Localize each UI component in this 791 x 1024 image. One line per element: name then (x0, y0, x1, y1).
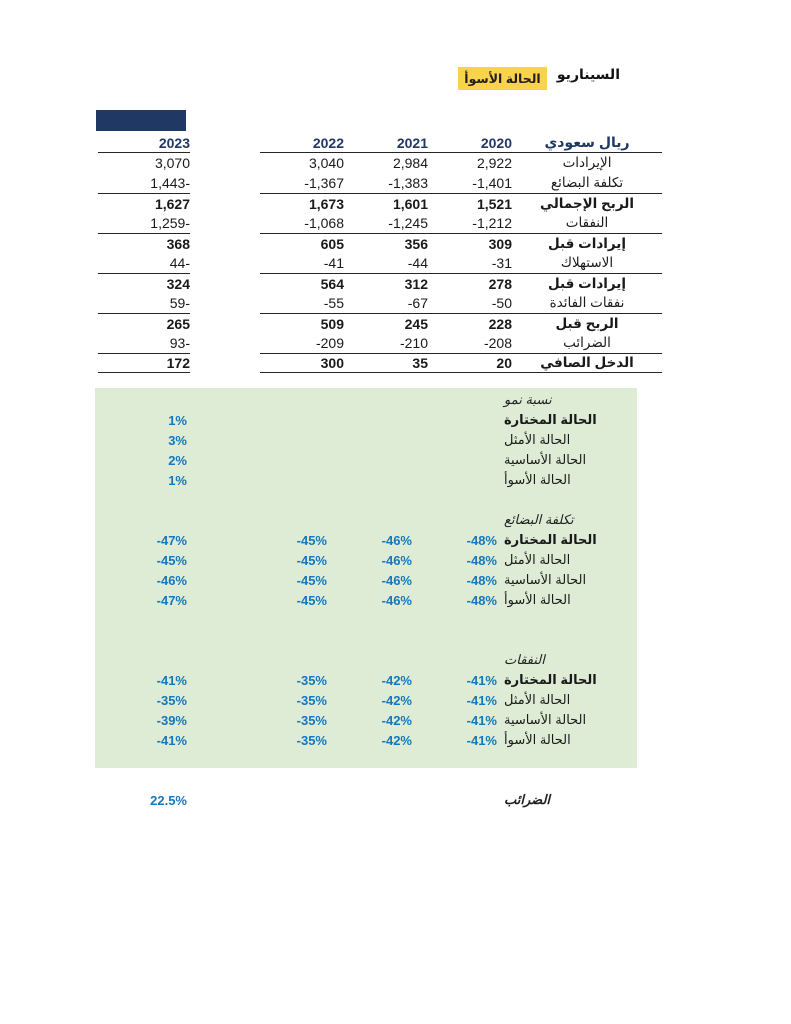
value-2022: 3,040 (308, 155, 344, 171)
value-2020: 1,521 (428, 193, 512, 213)
assumption-2020[interactable] (412, 450, 497, 470)
value-2021: 1,601 (344, 193, 428, 213)
year-2023-accent-bar (96, 110, 186, 131)
value-2023: 44- (169, 255, 190, 271)
value-2021: -1,245 (388, 215, 428, 231)
value-2021: 2,984 (392, 155, 428, 171)
spacer (187, 570, 242, 590)
assumption-2021[interactable] (327, 410, 412, 430)
case-label: الحالة الأساسية (504, 452, 587, 467)
assumption-2022[interactable]: -45% (296, 592, 327, 608)
value-2023: 368 (98, 233, 190, 253)
assumption-2020[interactable] (412, 790, 497, 810)
case-label: الحالة الأمثل (504, 552, 571, 567)
row-label: الضرائب (563, 335, 611, 350)
assumption-2021[interactable] (327, 790, 412, 810)
assumption-section-header (95, 650, 637, 670)
table-row (98, 153, 662, 173)
case-label: الحالة الأسوأ (504, 732, 571, 747)
spacer (190, 353, 260, 373)
value-2020: 228 (428, 313, 512, 333)
spacer (187, 550, 242, 570)
assumption-2021[interactable]: -42% (381, 732, 412, 748)
assumption-2023[interactable]: -46% (156, 572, 187, 588)
assumption-2023 (95, 510, 187, 530)
spacer (190, 313, 260, 333)
value-2022: -1,068 (304, 215, 344, 231)
value-2021: -210 (399, 335, 428, 351)
assumption-2023[interactable]: -45% (156, 552, 187, 568)
value-2022: 300 (260, 353, 344, 373)
value-2023: 265 (98, 313, 190, 333)
table-row (98, 193, 662, 213)
value-2021: 312 (344, 273, 428, 293)
spacer (187, 710, 242, 730)
spacer (187, 390, 242, 410)
spacer (187, 470, 242, 490)
table-header-row (98, 133, 662, 153)
row-label: الدخل الصافي (512, 353, 662, 373)
value-2021: -67 (407, 295, 428, 311)
assumption-2021[interactable] (327, 450, 412, 470)
assumption-row (95, 690, 637, 710)
assumption-2022 (242, 510, 327, 530)
year-header-2020: 2020 (428, 133, 512, 153)
spacer (190, 293, 260, 313)
spacer (187, 650, 242, 670)
assumption-section-header (95, 510, 637, 530)
assumption-row (95, 430, 637, 450)
year-header-2022: 2022 (260, 133, 344, 153)
year-header-2023: 2023 (98, 133, 190, 153)
value-2022: 1,673 (260, 193, 344, 213)
assumption-2022[interactable] (242, 430, 327, 450)
case-label: الحالة المختارة (504, 532, 597, 547)
table-row (98, 313, 662, 333)
value-2023: 59- (169, 295, 190, 311)
section-gap (95, 610, 637, 630)
year-header-2021: 2021 (344, 133, 428, 153)
assumption-2021[interactable]: -46% (381, 532, 412, 548)
case-label: الحالة المختارة (504, 412, 597, 427)
case-label: الحالة المختارة (504, 672, 597, 687)
spacer (190, 253, 260, 273)
spacer (187, 730, 242, 750)
value-2022: -55 (323, 295, 344, 311)
assumption-2022[interactable]: -35% (296, 732, 327, 748)
spacer (190, 333, 260, 353)
table-row (98, 333, 662, 353)
value-2020: -1,401 (472, 175, 512, 191)
spacer (187, 430, 242, 450)
spacer (187, 670, 242, 690)
value-2020: 20 (428, 353, 512, 373)
assumption-2022[interactable] (242, 410, 327, 430)
assumption-2022[interactable] (242, 450, 327, 470)
table-row (98, 273, 662, 293)
assumption-2023[interactable]: 2% (168, 452, 187, 468)
value-2022: -1,367 (304, 175, 344, 191)
value-2021: -1,383 (388, 175, 428, 191)
row-label: النفقات (565, 215, 609, 230)
row-label: الربح قبل (512, 313, 662, 333)
spacer (190, 153, 260, 173)
table-row (98, 233, 662, 253)
assumption-row (95, 670, 637, 690)
value-2021: 356 (344, 233, 428, 253)
assumption-row (95, 470, 637, 490)
value-2023: 93- (169, 335, 190, 351)
assumption-2023[interactable]: 1% (168, 412, 187, 428)
assumption-2020[interactable]: -41% (466, 712, 497, 728)
assumption-2020[interactable]: -48% (466, 592, 497, 608)
value-2020: -1,212 (472, 215, 512, 231)
assumption-2020[interactable]: -41% (466, 732, 497, 748)
assumption-row (95, 450, 637, 470)
value-2023: 1,627 (98, 193, 190, 213)
spacer (190, 173, 260, 193)
table-row (98, 353, 662, 373)
assumption-2023[interactable]: 3% (168, 432, 187, 448)
assumption-row (95, 530, 637, 550)
spacer (187, 530, 242, 550)
assumption-2023[interactable]: -39% (156, 712, 187, 728)
assumption-2022 (242, 650, 327, 670)
assumption-2022[interactable]: -35% (296, 712, 327, 728)
assumption-2023[interactable]: 1% (168, 472, 187, 488)
assumption-2021[interactable]: -42% (381, 712, 412, 728)
assumption-2020[interactable]: -48% (466, 532, 497, 548)
section-gap (95, 770, 637, 790)
case-label: الحالة الأساسية (504, 712, 587, 727)
assumption-2021[interactable] (327, 470, 412, 490)
spacer (190, 233, 260, 253)
assumption-2020[interactable]: -48% (466, 552, 497, 568)
assumption-2022[interactable]: -45% (296, 532, 327, 548)
value-2022: 605 (260, 233, 344, 253)
scenario-selector-cell[interactable]: الحالة الأسوأ (458, 67, 547, 90)
value-2023: 172 (98, 353, 190, 373)
assumption-2022[interactable] (242, 790, 327, 810)
assumption-2020 (412, 650, 497, 670)
value-2020: 278 (428, 273, 512, 293)
value-2023: 1,259- (150, 215, 190, 231)
assumption-2020[interactable]: -48% (466, 572, 497, 588)
assumption-2020 (412, 510, 497, 530)
row-label: الربح الإجمالي (512, 193, 662, 213)
value-2022: -41 (323, 255, 344, 271)
section-gap (95, 630, 637, 650)
assumption-2020[interactable]: -41% (466, 692, 497, 708)
row-label: الإيرادات (562, 155, 612, 170)
row-label: نفقات الفائدة (549, 295, 625, 310)
value-2023: 3,070 (154, 155, 190, 171)
assumption-2021[interactable]: -46% (381, 592, 412, 608)
assumption-2023[interactable]: -47% (156, 532, 187, 548)
spacer (190, 213, 260, 233)
assumption-2022[interactable]: -35% (296, 672, 327, 688)
case-label: الحالة الأساسية (504, 572, 587, 587)
value-2020: -31 (491, 255, 512, 271)
case-label: الحالة الأمثل (504, 432, 571, 447)
spacer (187, 690, 242, 710)
assumption-2022[interactable] (242, 470, 327, 490)
assumption-2021[interactable]: -42% (381, 692, 412, 708)
section-title: الضرائب (504, 792, 551, 807)
assumption-row (95, 410, 637, 430)
assumption-2020[interactable] (412, 410, 497, 430)
value-2021: -44 (407, 255, 428, 271)
assumption-2023[interactable]: -41% (156, 732, 187, 748)
value-2020: 2,922 (476, 155, 512, 171)
spacer (187, 510, 242, 530)
assumption-2023[interactable]: -35% (156, 692, 187, 708)
spacer (187, 790, 242, 810)
case-label: الحالة الأسوأ (504, 592, 571, 607)
spacer (187, 410, 242, 430)
value-2023: 324 (98, 273, 190, 293)
spacer (190, 133, 260, 153)
financial-table (98, 133, 662, 373)
table-row (98, 173, 662, 193)
assumption-row (95, 570, 637, 590)
assumption-row (95, 590, 637, 610)
row-label: إيرادات قبل (512, 233, 662, 253)
assumption-2021[interactable]: -46% (381, 552, 412, 568)
value-2022: 564 (260, 273, 344, 293)
section-title: نسبة نمو (504, 392, 552, 407)
assumption-row (95, 550, 637, 570)
value-2022: 509 (260, 313, 344, 333)
section-gap (95, 490, 637, 510)
assumption-2021[interactable] (327, 430, 412, 450)
value-2020: -50 (491, 295, 512, 311)
value-2020: 309 (428, 233, 512, 253)
assumption-2021[interactable]: -46% (381, 572, 412, 588)
section-gap (95, 750, 637, 770)
assumption-2023 (95, 390, 187, 410)
assumption-2023 (95, 650, 187, 670)
assumption-section-header (95, 790, 637, 810)
table-row (98, 293, 662, 313)
table-row (98, 253, 662, 273)
row-label: الاستهلاك (560, 255, 614, 270)
value-2021: 35 (344, 353, 428, 373)
value-2021: 245 (344, 313, 428, 333)
assumption-2020 (412, 390, 497, 410)
row-label: تكلفة البضائع (550, 175, 624, 190)
row-label: إيرادات قبل (512, 273, 662, 293)
value-2023: 1,443- (150, 175, 190, 191)
assumption-2022[interactable]: -35% (296, 692, 327, 708)
assumption-2023[interactable]: 22.5% (150, 792, 187, 808)
assumption-2021[interactable]: -42% (381, 672, 412, 688)
assumption-2022 (242, 390, 327, 410)
spacer (187, 450, 242, 470)
section-title: تكلفة البضائع (504, 512, 574, 527)
value-2020: -208 (483, 335, 512, 351)
spacer (190, 193, 260, 213)
assumption-2023[interactable]: -47% (156, 592, 187, 608)
scenario-label: السيناريو (556, 66, 620, 82)
section-title: النفقات (504, 652, 545, 667)
assumption-2020[interactable]: -41% (466, 672, 497, 688)
assumption-row (95, 730, 637, 750)
spacer (190, 273, 260, 293)
value-2022: -209 (315, 335, 344, 351)
assumption-2021 (327, 510, 412, 530)
assumption-2023[interactable]: -41% (156, 672, 187, 688)
assumption-2022[interactable]: -45% (296, 572, 327, 588)
assumption-section-header (95, 390, 637, 410)
assumption-2022[interactable]: -45% (296, 552, 327, 568)
assumption-2020[interactable] (412, 470, 497, 490)
assumption-2021 (327, 650, 412, 670)
spacer (187, 590, 242, 610)
case-label: الحالة الأسوأ (504, 472, 571, 487)
case-label: الحالة الأمثل (504, 692, 571, 707)
currency-header: ريال سعودي (512, 133, 662, 153)
assumptions-panel (95, 388, 637, 808)
assumption-2021 (327, 390, 412, 410)
assumption-row (95, 710, 637, 730)
assumption-2020[interactable] (412, 430, 497, 450)
table-row (98, 213, 662, 233)
